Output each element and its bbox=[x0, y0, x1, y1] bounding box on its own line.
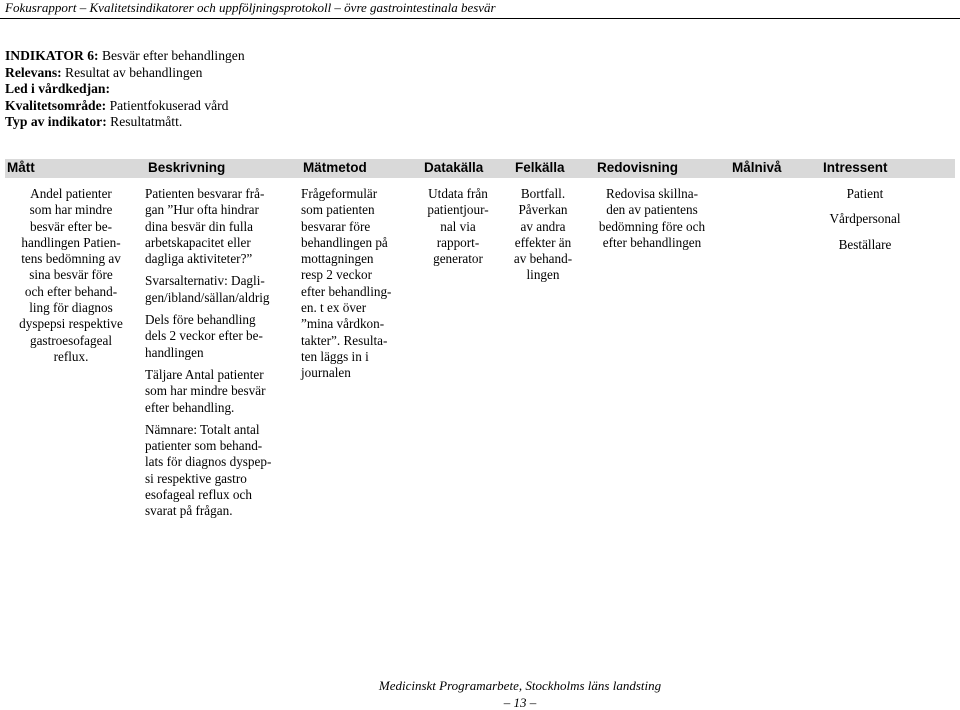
indicator-label: INDIKATOR 6: bbox=[5, 48, 99, 63]
cell-line: Patient bbox=[846, 186, 884, 201]
cell-line: tens bedömning av bbox=[21, 251, 121, 267]
indikatortyp-line bbox=[5, 114, 245, 131]
cell-line: Redovisa skillna- bbox=[606, 186, 698, 201]
column-header-redovisning: Redovisning bbox=[597, 160, 679, 175]
cell-line: arbetskapacitet eller bbox=[145, 234, 251, 250]
cell-line: Dels före behandling bbox=[145, 312, 256, 328]
cell-line: Täljare Antal patienter bbox=[145, 366, 264, 382]
column-header-felkalla: Felkälla bbox=[515, 160, 565, 175]
cell-line: som har mindre bbox=[29, 202, 113, 218]
cell-line: som har mindre besvär bbox=[145, 383, 266, 399]
cell-line: rapport- bbox=[436, 234, 480, 250]
cell-line: journalen bbox=[301, 365, 351, 381]
running-header bbox=[0, 0, 960, 19]
cell-line: svarat på frågan. bbox=[145, 503, 233, 519]
cell-line: Svarsalternativ: Dagli- bbox=[145, 273, 265, 289]
cell-line: effekter än bbox=[514, 234, 572, 250]
column-header-datakalla: Datakälla bbox=[424, 160, 484, 175]
cell-line: nal via bbox=[440, 218, 476, 234]
footer-text: Medicinskt Programarbete, Stockholms läns landsting bbox=[378, 678, 662, 693]
column-header-intressent: Intressent bbox=[823, 160, 888, 175]
cell-datakalla bbox=[417, 186, 499, 267]
cell-line: som patienten bbox=[301, 202, 375, 218]
cell-line: patienter som behand- bbox=[145, 438, 263, 454]
cell-redovisning bbox=[587, 186, 717, 251]
beskrivning-timing bbox=[145, 312, 295, 361]
cell-line: och efter behand- bbox=[24, 283, 118, 299]
cell-line: dina besvär din fulla bbox=[145, 218, 254, 234]
cell-line: dels 2 veckor efter be- bbox=[145, 328, 263, 344]
cell-line: Frågeformulär bbox=[301, 186, 378, 201]
cell-line: dyspepsi respektive bbox=[19, 316, 123, 332]
cell-line: ten läggs in i bbox=[301, 348, 369, 364]
cell-line: av andra bbox=[520, 218, 566, 234]
relevans-value: Resultat av behandlingen bbox=[65, 64, 203, 80]
cell-line: Vårdpersonal bbox=[829, 211, 901, 227]
table-header-row bbox=[5, 159, 955, 178]
cell-line: lingen bbox=[526, 267, 560, 283]
header-rule bbox=[0, 18, 960, 19]
cell-line: efter behandlingen bbox=[602, 234, 702, 250]
column-header-malniva: Målnivå bbox=[732, 160, 782, 175]
cell-line: besvarar före bbox=[301, 218, 371, 234]
cell-matt bbox=[5, 186, 137, 365]
cell-line: Andel patienter bbox=[30, 186, 112, 201]
cell-line: esofageal reflux och bbox=[145, 487, 252, 503]
cell-line: handlingen Patien- bbox=[21, 234, 121, 250]
cell-line: Nämnare: Totalt antal bbox=[145, 421, 260, 437]
cell-line: patientjour- bbox=[427, 202, 489, 218]
cell-line: generator bbox=[433, 251, 483, 267]
cell-line: Bortfall. bbox=[520, 186, 566, 201]
indicator-value: Besvär efter behandlingen bbox=[101, 48, 245, 63]
cell-line: efter behandling. bbox=[145, 399, 235, 415]
cell-line: reflux. bbox=[53, 348, 89, 364]
indicator-line bbox=[5, 48, 245, 65]
indicator-table bbox=[5, 159, 955, 543]
beskrivning-question bbox=[145, 186, 295, 267]
cell-line: Påverkan bbox=[518, 202, 568, 218]
cell-intressent bbox=[810, 186, 920, 253]
cell-line: en. t ex över bbox=[301, 300, 367, 316]
vardkedja-label: Led i vårdkedjan: bbox=[5, 81, 110, 96]
cell-line: Beställare bbox=[838, 236, 892, 252]
relevans-line bbox=[5, 65, 245, 82]
header-title: Fokusrapport – Kvalitetsindikatorer och uppföljningsprotokoll – övre gastrointestinala besvär bbox=[5, 0, 496, 15]
cell-line: den av patientens bbox=[606, 202, 698, 218]
kvalitetsomrade-line bbox=[5, 98, 245, 115]
cell-line: mottagningen bbox=[301, 251, 374, 267]
beskrivning-numerator bbox=[145, 367, 295, 416]
cell-line: av behand- bbox=[513, 251, 573, 267]
page-number bbox=[0, 695, 960, 710]
cell-line: ”mina vårdkon- bbox=[301, 316, 385, 332]
kvalitetsomrade-label: Kvalitetsområde: bbox=[5, 97, 107, 113]
cell-line: takter”. Resulta- bbox=[301, 332, 388, 348]
beskrivning-denominator bbox=[145, 422, 295, 520]
vardkedja-line bbox=[5, 81, 245, 98]
cell-line: resp 2 veckor bbox=[301, 267, 373, 283]
relevans-label: Relevans: bbox=[5, 64, 62, 80]
indikatortyp-label: Typ av indikator: bbox=[5, 114, 107, 129]
cell-line: ling för diagnos bbox=[29, 300, 113, 316]
cell-line: lats för diagnos dyspep- bbox=[145, 454, 272, 470]
cell-line: gastroesofageal bbox=[29, 332, 113, 348]
cell-line: efter behandling- bbox=[301, 283, 392, 299]
column-header-matt: Mått bbox=[7, 160, 35, 175]
cell-line: Utdata från bbox=[428, 186, 488, 201]
cell-line: behandlingen på bbox=[301, 234, 388, 250]
cell-line: besvär efter be- bbox=[29, 218, 112, 234]
cell-line: sina besvär före bbox=[29, 267, 113, 283]
page-footer bbox=[0, 678, 960, 694]
column-header-matmetod: Mätmetod bbox=[303, 160, 367, 175]
column-header-beskrivning: Beskrivning bbox=[148, 160, 226, 175]
cell-line: si respektive gastro bbox=[145, 470, 247, 486]
cell-line: gan ”Hur ofta hindrar bbox=[145, 202, 259, 218]
cell-line: gen/ibland/sällan/aldrig bbox=[145, 289, 270, 305]
cell-line: handlingen bbox=[145, 344, 204, 360]
kvalitetsomrade-value: Patientfokuserad vård bbox=[109, 97, 229, 113]
cell-line: bedömning före och bbox=[598, 218, 706, 234]
cell-matmetod bbox=[301, 186, 419, 382]
cell-line: Patienten besvarar frå- bbox=[145, 186, 265, 201]
page-number-text: – 13 – bbox=[503, 695, 537, 710]
beskrivning-options bbox=[145, 273, 295, 306]
cell-felkalla bbox=[503, 186, 583, 284]
indikatortyp-value: Resultatmått. bbox=[110, 114, 183, 129]
cell-line: dagliga aktiviteter?” bbox=[145, 251, 253, 267]
indicator-block bbox=[5, 48, 245, 131]
cell-beskrivning bbox=[145, 186, 295, 526]
